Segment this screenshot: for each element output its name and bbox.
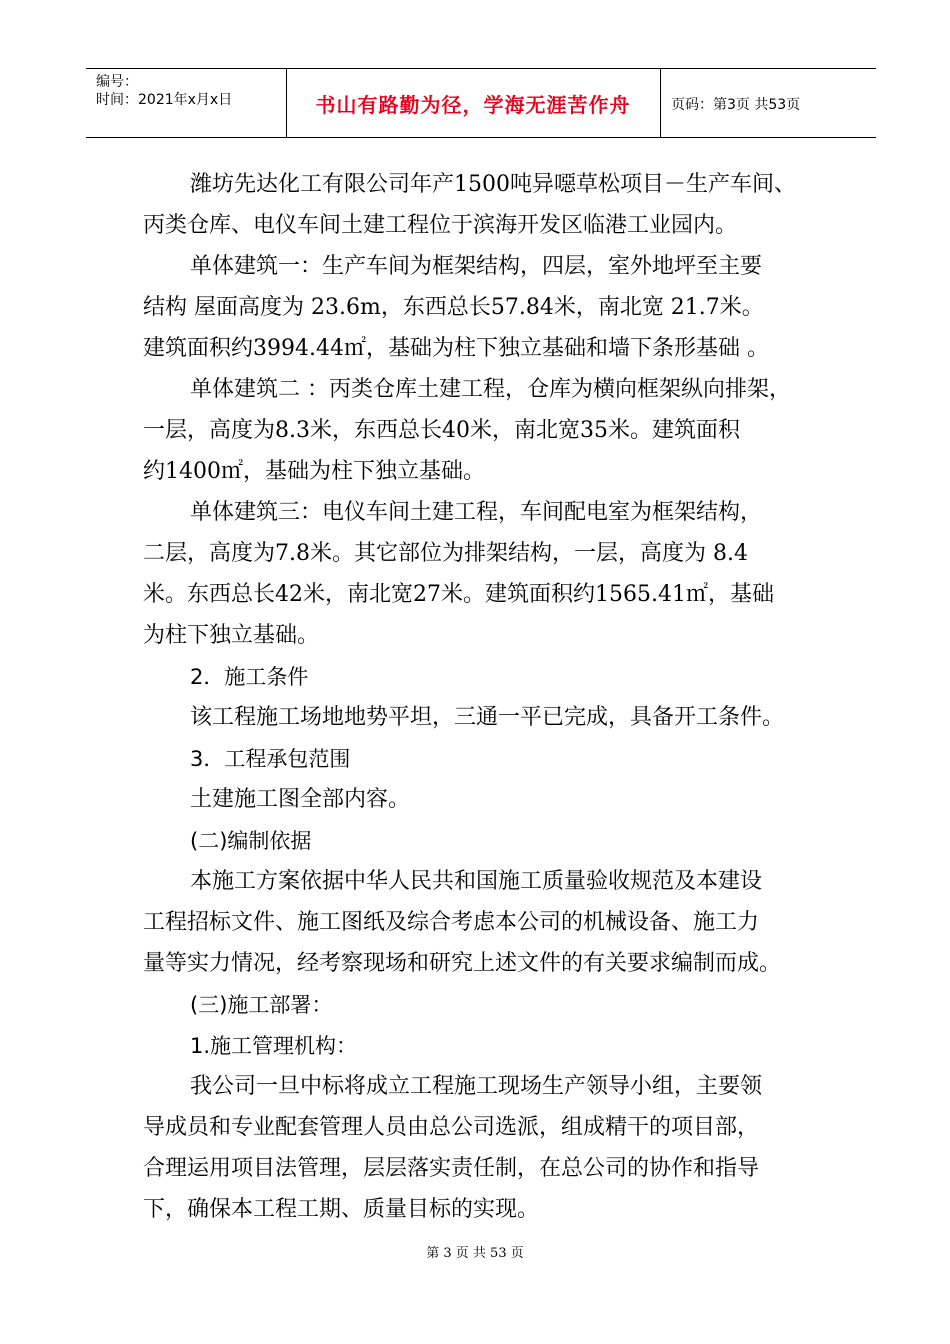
body-line: 米。东西总长42米，南北宽27米。建筑面积约1565.41㎡，基础 [143,582,774,607]
body-line: 结构 屋面高度为 23.6m，东西总长57.84米，南北宽 21.7米。 [143,295,764,320]
header-page-info: 页码：第3页 共53页 [671,97,801,113]
body-line: 工程招标文件、施工图纸及综合考虑本公司的机械设备、施工力 [143,910,760,935]
body-line: 单体建筑一：生产车间为框架结构，四层，室外地坪至主要 [190,254,763,279]
section-heading: 3．工程承包范围 [190,747,351,771]
body-line: 潍坊先达化工有限公司年产1500吨异噁草松项目－生产车间、 [190,172,796,197]
body-line: 单体建筑二 ：丙类仓库土建工程，仓库为横向框架纵向排架， [190,377,791,402]
page-header [86,68,876,138]
body-line: 量等实力情况，经考察现场和研究上述文件的有关要求编制而成。 [143,951,782,976]
section-heading: (二)编制依据 [190,829,312,853]
body-line: 合理运用项目法管理，层层落实责任制，在总公司的协作和指导 [143,1156,760,1181]
page-footer: 第 3 页 共 53 页 [426,1246,524,1261]
header-motto-cell [286,69,661,137]
body-line: 建筑面积约3994.44㎡，基础为柱下独立基础和墙下条形基础 。 [143,336,769,361]
header-motto: 书山有路勤为径，学海无涯苦作舟 [315,93,631,117]
body-line: 单体建筑三：电仪车间土建工程，车间配电室为框架结构， [190,500,763,525]
body-line: 下，确保本工程工期、质量目标的实现。 [143,1197,540,1222]
body-line: 为柱下独立基础。 [143,623,320,648]
body-line: 该工程施工场地地势平坦，三通一平已完成，具备开工条件。 [190,705,785,730]
body-line: 二层，高度为7.8米。其它部位为排架结构，一层，高度为 8.4 [143,541,748,566]
header-meta-cell [86,69,287,137]
body-line: 丙类仓库、电仪车间土建工程位于滨海开发区临港工业园内。 [143,213,738,238]
section-heading: (三)施工部署： [190,993,333,1017]
document-number-label: 编号： [96,74,138,90]
document-time-label: 时间：2021年x月x日 [96,92,233,108]
body-line: 本施工方案依据中华人民共和国施工质量验收规范及本建设 [190,869,763,894]
body-line: 土建施工图全部内容。 [190,787,411,812]
body-line: 我公司一旦中标将成立工程施工现场生产领导小组，主要领 [190,1074,763,1099]
body-line: 约1400㎡，基础为柱下独立基础。 [143,459,485,484]
section-heading: 2．施工条件 [190,665,309,689]
body-line: 一层，高度为8.3米，东西总长40米，南北宽35米。建筑面积 [143,418,740,443]
section-heading: 1.施工管理机构： [190,1034,358,1058]
body-line: 导成员和专业配套管理人员由总公司选派，组成精干的项目部， [143,1115,760,1140]
header-page-cell [661,69,876,137]
